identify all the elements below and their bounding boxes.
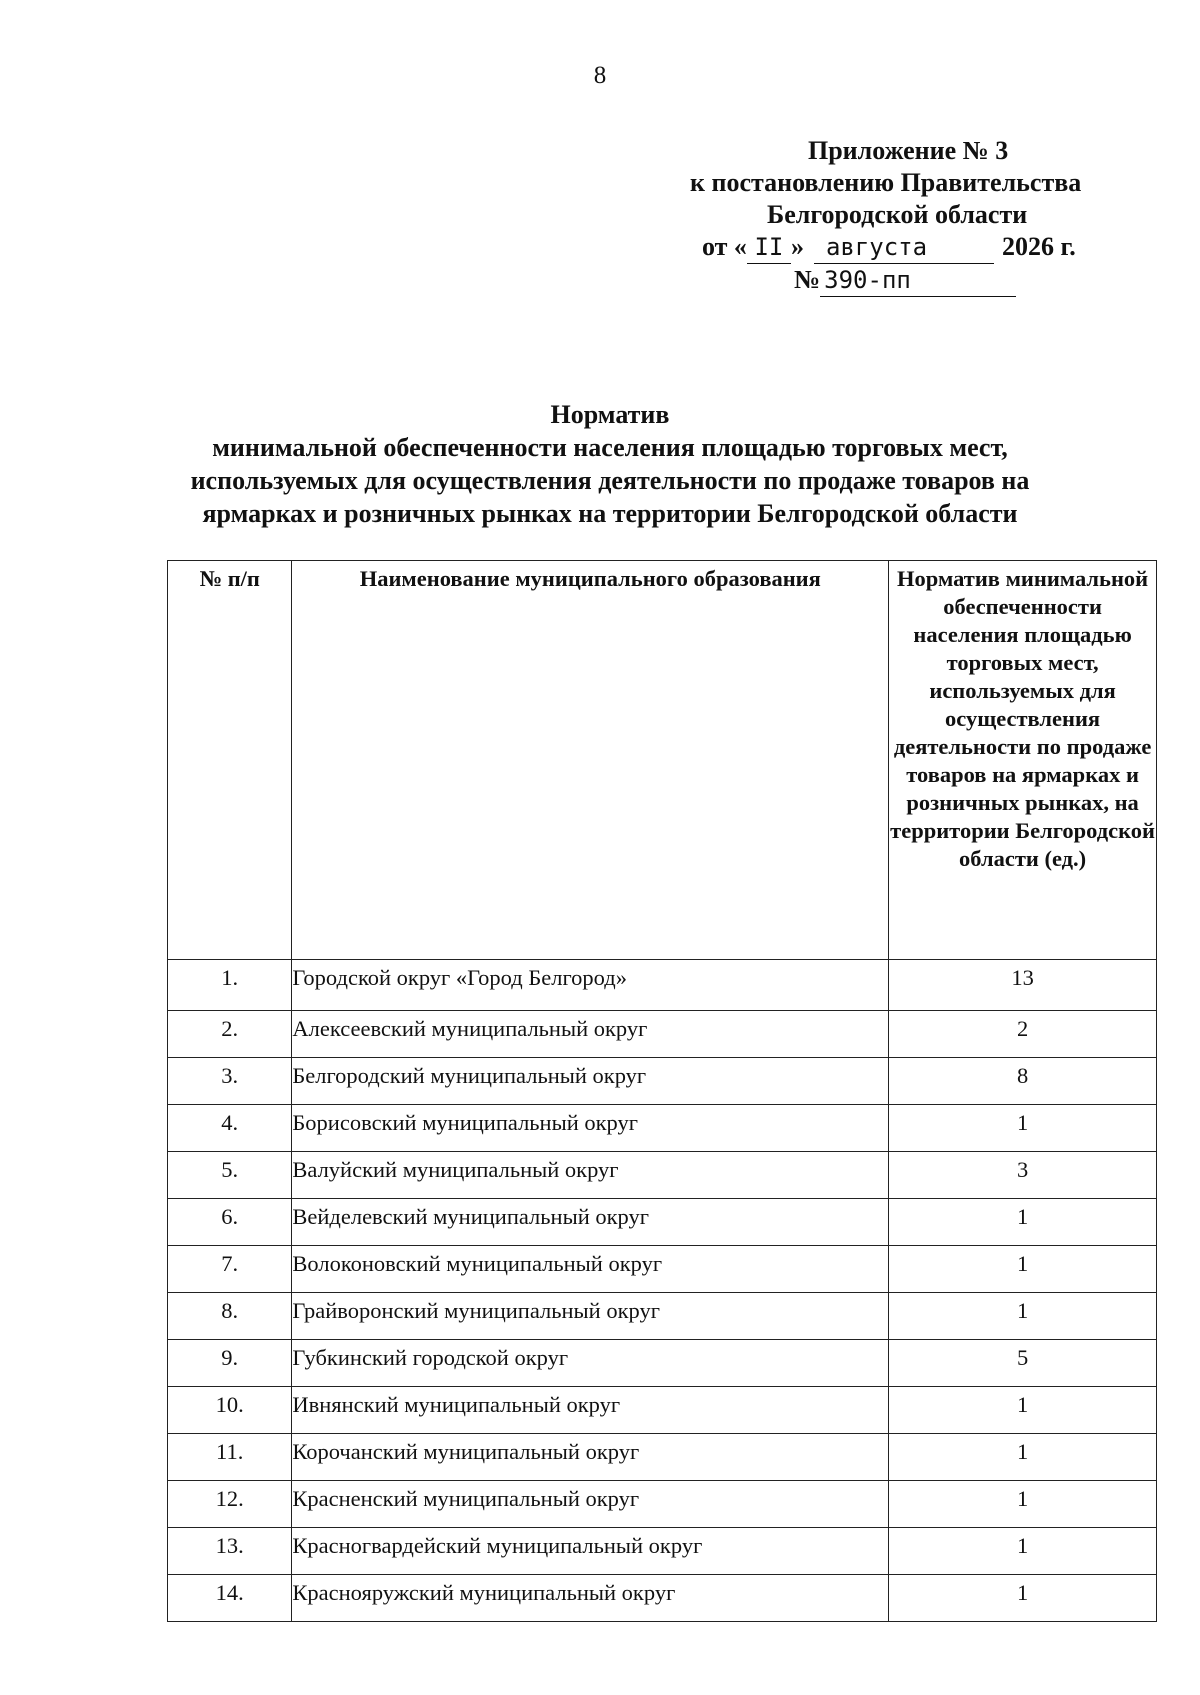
document-heading: Норматив: [550, 400, 670, 429]
appendix-resolution-line: к постановлению Правительства: [690, 168, 1082, 197]
row-municipality: Красненский муниципальный округ: [292, 1481, 889, 1528]
page-number: 8: [593, 62, 607, 89]
row-municipality: Валуйский муниципальный округ: [292, 1152, 889, 1199]
row-norm-value: 8: [889, 1058, 1157, 1105]
row-number: 4.: [168, 1105, 292, 1152]
table-header-row: [168, 561, 1157, 960]
appendix-number-line: [690, 264, 1150, 297]
table-row: [168, 1293, 1157, 1340]
norm-table: [167, 560, 1157, 1622]
row-municipality: Губкинский городской округ: [292, 1340, 889, 1387]
row-number: 5.: [168, 1152, 292, 1199]
row-norm-value: 1: [889, 1387, 1157, 1434]
row-municipality: Волоконовский муниципальный округ: [292, 1246, 889, 1293]
row-number: 13.: [168, 1528, 292, 1575]
row-municipality: Вейделевский муниципальный округ: [292, 1199, 889, 1246]
row-municipality: Городской округ «Город Белгород»: [292, 960, 889, 1011]
row-municipality: Краснояружский муниципальный округ: [292, 1575, 889, 1622]
row-number: 2.: [168, 1011, 292, 1058]
row-norm-value: 5: [889, 1340, 1157, 1387]
row-number: 12.: [168, 1481, 292, 1528]
table-row: [168, 1528, 1157, 1575]
appendix-region-line: Белгородской области: [767, 200, 1028, 229]
date-day: II: [747, 231, 791, 264]
appendix-block: [690, 135, 1150, 297]
table-row: [168, 960, 1157, 1011]
date-close: »: [790, 232, 804, 261]
header-municipality: Наименование муниципального образования: [292, 561, 889, 960]
row-norm-value: 1: [889, 1246, 1157, 1293]
table-row: [168, 1199, 1157, 1246]
appendix-date-line: [690, 231, 1150, 264]
date-prefix: от «: [702, 232, 747, 261]
row-norm-value: 1: [889, 1434, 1157, 1481]
header-norm-value: Норматив минимальной обеспеченности населения площадью торговых мест, используемых для осуществления деятельности по продаже товаров на ярмарках и розничных рынках, на территории Белгородской области (ед.): [889, 561, 1157, 960]
table-row: [168, 1481, 1157, 1528]
number-prefix: №: [794, 265, 821, 294]
row-norm-value: 1: [889, 1105, 1157, 1152]
header-number: № п/п: [168, 561, 292, 960]
row-municipality: Ивнянский муниципальный округ: [292, 1387, 889, 1434]
document-title: [150, 398, 1070, 530]
row-municipality: Алексеевский муниципальный округ: [292, 1011, 889, 1058]
row-number: 3.: [168, 1058, 292, 1105]
table-row: [168, 1152, 1157, 1199]
row-municipality: Красногвардейский муниципальный округ: [292, 1528, 889, 1575]
row-number: 10.: [168, 1387, 292, 1434]
row-norm-value: 1: [889, 1199, 1157, 1246]
row-number: 11.: [168, 1434, 292, 1481]
table-row: [168, 1387, 1157, 1434]
table-row: [168, 1434, 1157, 1481]
row-norm-value: 1: [889, 1481, 1157, 1528]
table-row: [168, 1246, 1157, 1293]
date-year: 2026 г.: [1001, 232, 1076, 261]
resolution-number: 390-пп: [820, 264, 1016, 297]
row-norm-value: 1: [889, 1528, 1157, 1575]
row-municipality: Борисовский муниципальный округ: [292, 1105, 889, 1152]
row-number: 1.: [168, 960, 292, 1011]
row-norm-value: 13: [889, 960, 1157, 1011]
row-norm-value: 1: [889, 1293, 1157, 1340]
date-month: августа: [814, 231, 994, 264]
row-norm-value: 1: [889, 1575, 1157, 1622]
row-municipality: Грайворонский муниципальный округ: [292, 1293, 889, 1340]
table-row: [168, 1058, 1157, 1105]
table-row: [168, 1011, 1157, 1058]
table-row: [168, 1340, 1157, 1387]
table-row: [168, 1105, 1157, 1152]
row-norm-value: 2: [889, 1011, 1157, 1058]
document-subheading: минимальной обеспеченности населения площадью торговых мест, используемых для осуществления деятельности по продаже товаров на ярмарках и розничных рынках на территории Белгородской области: [190, 433, 1030, 528]
row-number: 9.: [168, 1340, 292, 1387]
row-number: 8.: [168, 1293, 292, 1340]
table-row: [168, 1575, 1157, 1622]
row-norm-value: 3: [889, 1152, 1157, 1199]
row-number: 7.: [168, 1246, 292, 1293]
row-number: 14.: [168, 1575, 292, 1622]
row-number: 6.: [168, 1199, 292, 1246]
row-municipality: Корочанский муниципальный округ: [292, 1434, 889, 1481]
appendix-title: Приложение № 3: [808, 136, 1009, 165]
row-municipality: Белгородский муниципальный округ: [292, 1058, 889, 1105]
